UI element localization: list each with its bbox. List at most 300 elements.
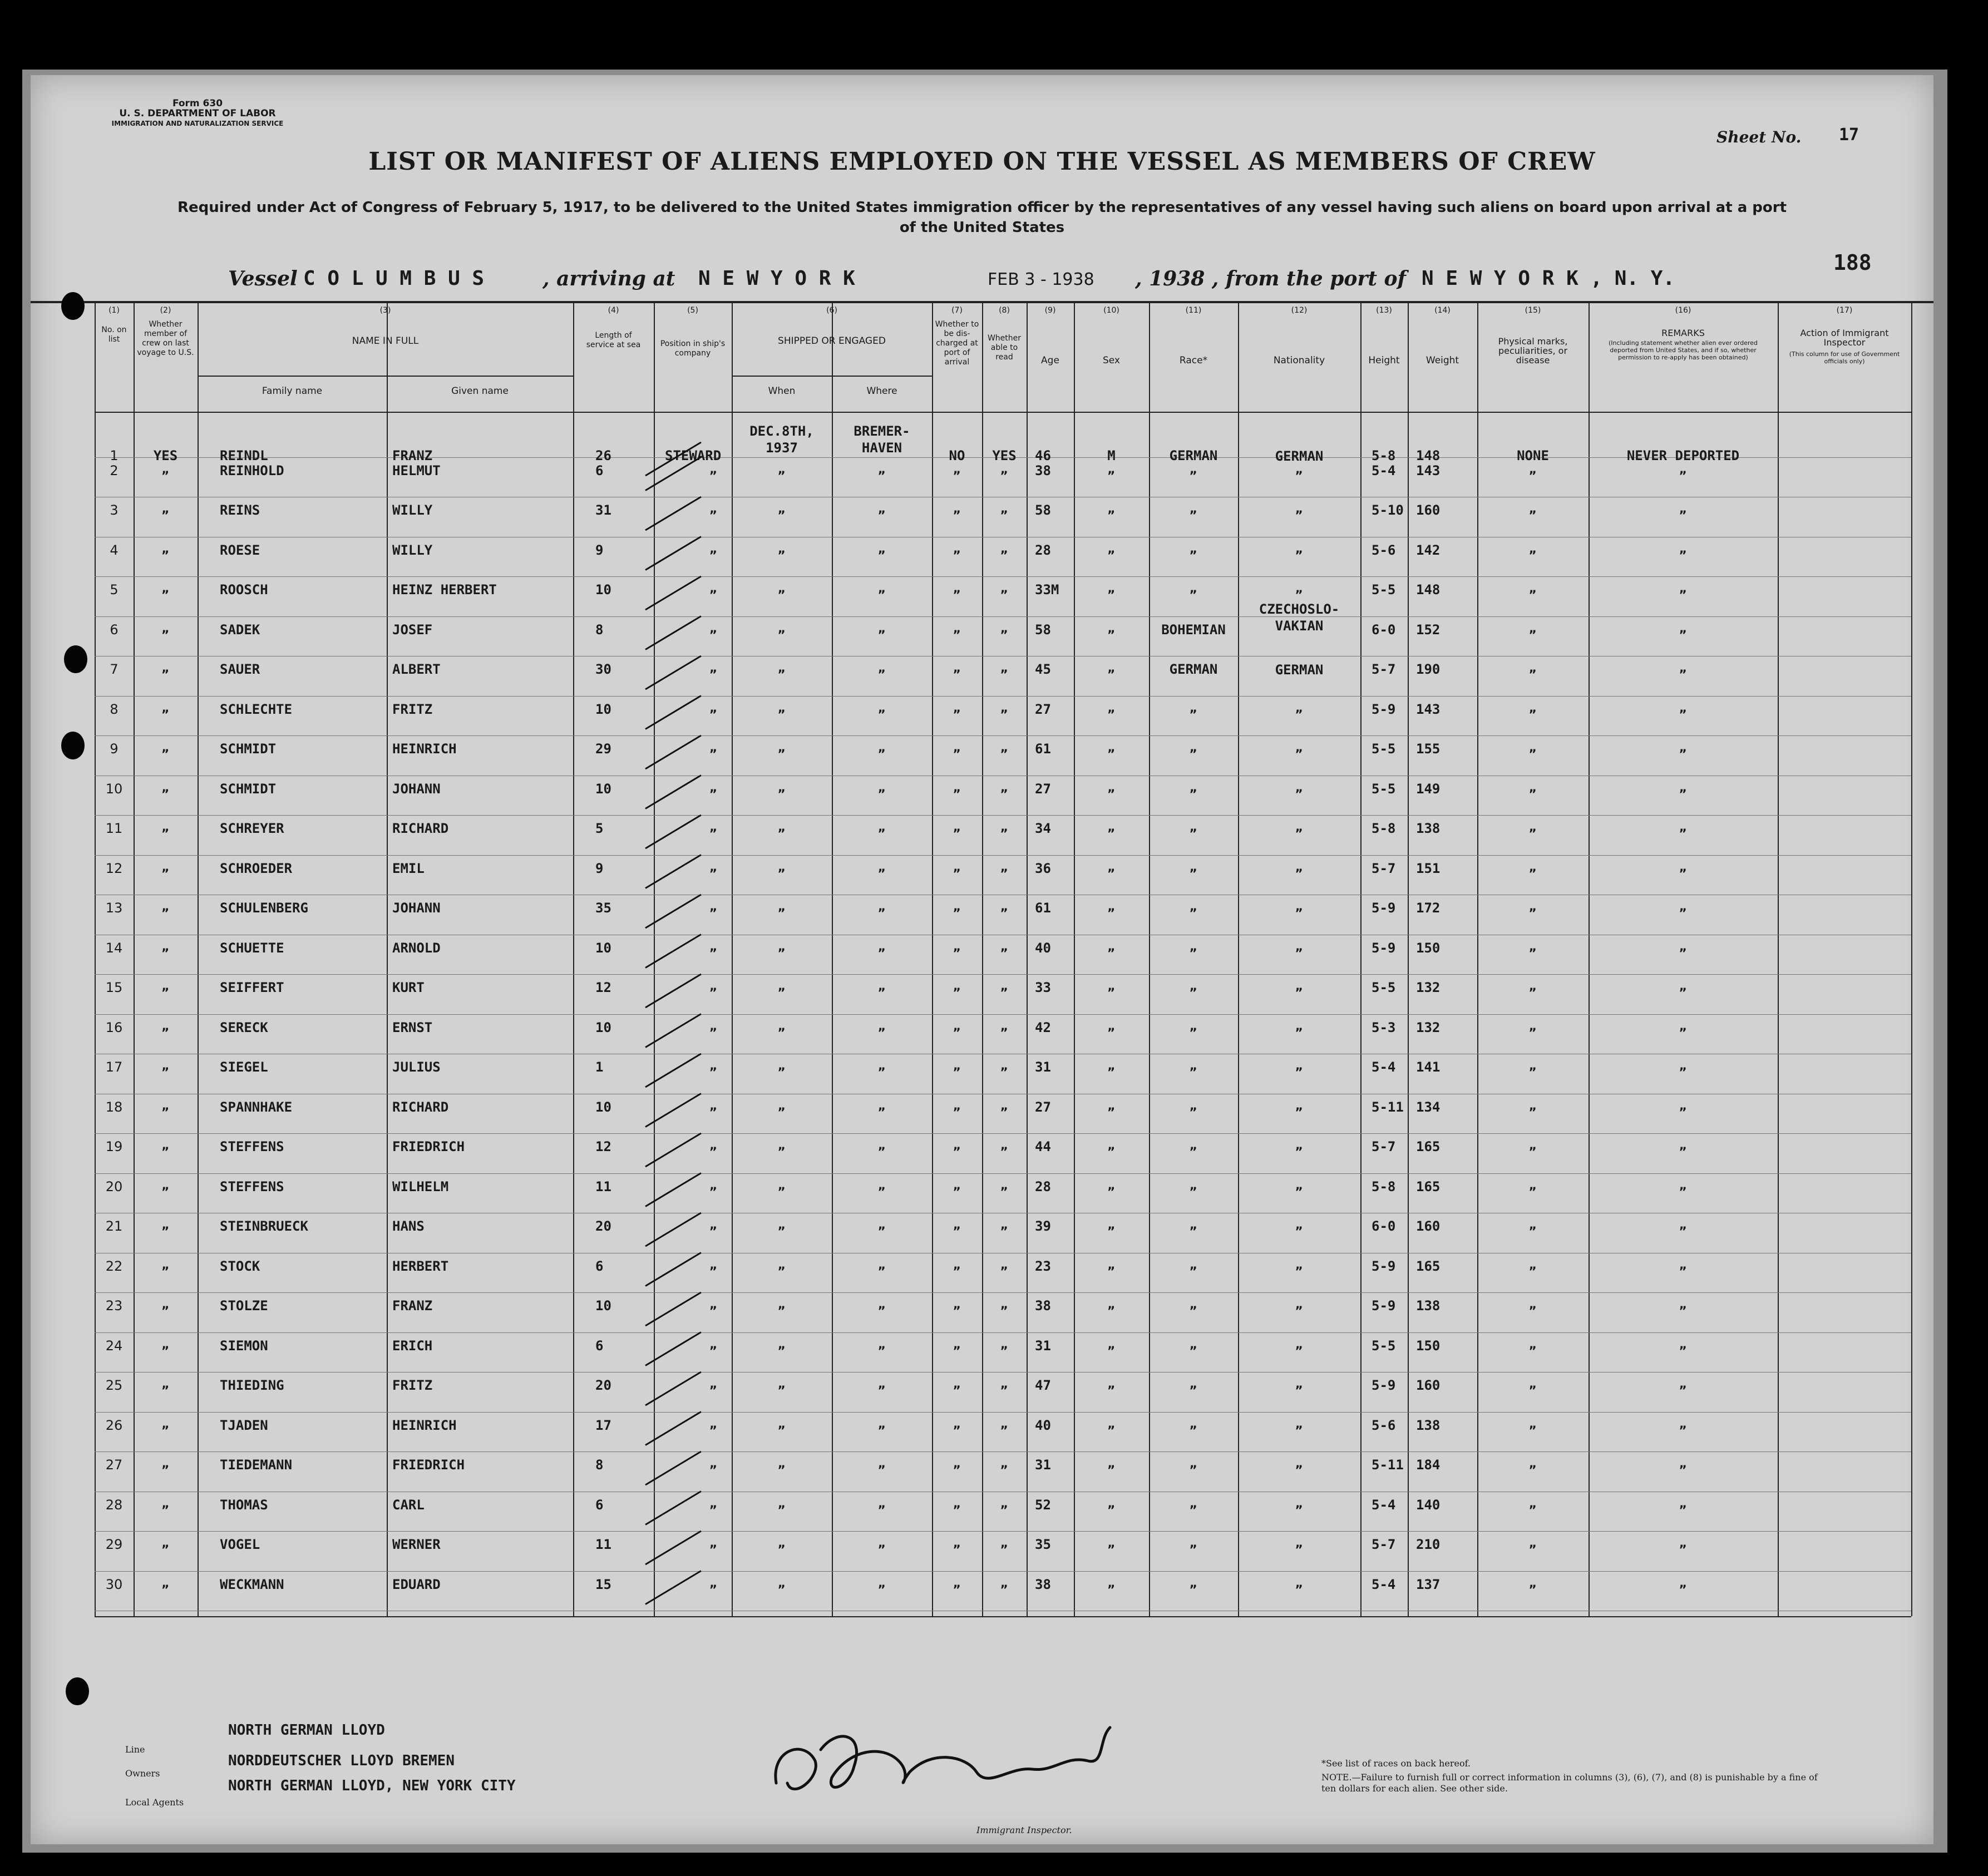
ditto-mark: „ bbox=[1528, 1059, 1537, 1073]
height: 5-9 bbox=[1372, 900, 1396, 916]
ditto-mark: „ bbox=[709, 781, 718, 795]
row-number: 27 bbox=[105, 1457, 123, 1473]
family-name: REINHOLD bbox=[220, 462, 284, 478]
ditto-mark: „ bbox=[877, 1576, 886, 1591]
weight: 138 bbox=[1416, 1298, 1441, 1314]
column-number: (1) bbox=[108, 306, 120, 315]
ditto-mark: „ bbox=[1679, 661, 1688, 675]
ditto-mark: „ bbox=[161, 661, 170, 675]
ditto-mark: „ bbox=[953, 1059, 961, 1073]
column-number: (12) bbox=[1291, 306, 1308, 315]
height: 5-8 bbox=[1372, 448, 1396, 463]
ditto-mark: „ bbox=[1000, 1576, 1009, 1591]
ditto-mark: „ bbox=[1107, 502, 1116, 516]
age: 58 bbox=[1035, 502, 1051, 518]
ditto-mark: „ bbox=[1107, 1576, 1116, 1591]
ditto-mark: „ bbox=[1000, 1417, 1009, 1431]
height: 5-9 bbox=[1372, 1298, 1396, 1314]
ditto-mark: „ bbox=[709, 980, 718, 994]
ditto-mark: „ bbox=[161, 940, 170, 954]
ditto-mark: „ bbox=[777, 1099, 786, 1113]
weight: 155 bbox=[1416, 741, 1441, 757]
ditto-mark: „ bbox=[709, 1258, 718, 1272]
ditto-mark: „ bbox=[1189, 582, 1198, 596]
family-name: STEFFENS bbox=[220, 1139, 284, 1154]
ditto-mark: „ bbox=[709, 462, 718, 477]
ditto-mark: „ bbox=[877, 1298, 886, 1312]
ditto-mark: „ bbox=[1189, 462, 1198, 477]
header-able-read: Whether able to read bbox=[987, 334, 1022, 362]
ditto-mark: „ bbox=[1679, 1378, 1688, 1391]
ditto-mark: „ bbox=[877, 900, 886, 914]
given-name: HANS bbox=[392, 1218, 425, 1234]
ditto-mark: „ bbox=[953, 701, 961, 715]
given-name: RICHARD bbox=[392, 1099, 449, 1115]
ditto-mark: „ bbox=[877, 1537, 886, 1551]
check-stroke bbox=[645, 895, 701, 928]
ditto-mark: „ bbox=[1295, 741, 1304, 755]
height: 5-6 bbox=[1372, 1417, 1396, 1433]
ditto-mark: „ bbox=[709, 661, 718, 675]
check-stroke bbox=[645, 497, 701, 530]
age: 38 bbox=[1035, 462, 1051, 478]
ditto-mark: „ bbox=[1107, 860, 1116, 875]
ditto-mark: „ bbox=[1528, 1497, 1537, 1511]
weight: 148 bbox=[1416, 582, 1441, 598]
weight: 138 bbox=[1416, 821, 1441, 836]
check-strokes bbox=[634, 412, 779, 1627]
ditto-mark: „ bbox=[877, 980, 886, 994]
ditto-mark: „ bbox=[877, 1337, 886, 1352]
header-nationality: Nationality bbox=[1273, 355, 1325, 366]
year-label: , 1938 , from the port of bbox=[1135, 267, 1407, 290]
member-last-voyage: YES bbox=[153, 448, 178, 463]
ditto-mark: „ bbox=[709, 1218, 718, 1232]
ditto-mark: „ bbox=[1107, 462, 1116, 477]
length-of-service: 20 bbox=[595, 1378, 611, 1393]
weight: 134 bbox=[1416, 1099, 1441, 1115]
ditto-mark: „ bbox=[1189, 1337, 1198, 1352]
ditto-mark: „ bbox=[1295, 1178, 1304, 1193]
ditto-mark: „ bbox=[1295, 900, 1304, 914]
ditto-mark: „ bbox=[1189, 1218, 1198, 1232]
age: 35 bbox=[1035, 1537, 1051, 1552]
height: 5-6 bbox=[1372, 542, 1396, 558]
check-stroke bbox=[645, 576, 701, 610]
row-number: 16 bbox=[105, 1019, 123, 1035]
ditto-mark: „ bbox=[953, 661, 961, 675]
ditto-mark: „ bbox=[1679, 502, 1688, 516]
ditto-mark: „ bbox=[877, 1378, 886, 1391]
height: 5-5 bbox=[1372, 980, 1396, 995]
row-number: 10 bbox=[105, 781, 123, 797]
row-number: 3 bbox=[110, 502, 119, 518]
ditto-mark: „ bbox=[877, 1218, 886, 1232]
ditto-mark: „ bbox=[1000, 940, 1009, 954]
ditto-mark: „ bbox=[161, 582, 170, 596]
ditto-mark: „ bbox=[161, 1258, 170, 1272]
ditto-mark: „ bbox=[1000, 860, 1009, 875]
height: 5-11 bbox=[1372, 1099, 1404, 1115]
row-number: 5 bbox=[110, 582, 119, 598]
ditto-mark: „ bbox=[161, 1497, 170, 1511]
ditto-mark: „ bbox=[877, 462, 886, 477]
age: 38 bbox=[1035, 1576, 1051, 1592]
height: 5-9 bbox=[1372, 1378, 1396, 1393]
ditto-mark: „ bbox=[953, 781, 961, 795]
height: 5-7 bbox=[1372, 1139, 1396, 1154]
ditto-mark: „ bbox=[1679, 1417, 1688, 1431]
age: 27 bbox=[1035, 701, 1051, 717]
ditto-mark: „ bbox=[1528, 860, 1537, 875]
column-rule bbox=[573, 303, 574, 1616]
ditto-mark: „ bbox=[1295, 1537, 1304, 1551]
ditto-mark: „ bbox=[953, 1178, 961, 1193]
ditto-mark: „ bbox=[777, 1178, 786, 1193]
height: 5-7 bbox=[1372, 860, 1396, 876]
ditto-mark: „ bbox=[709, 1537, 718, 1551]
inspector-label: Immigrant Inspector. bbox=[976, 1825, 1072, 1835]
ditto-mark: „ bbox=[1189, 900, 1198, 914]
ditto-mark: „ bbox=[1107, 1337, 1116, 1352]
ditto-mark: „ bbox=[877, 661, 886, 675]
ditto-mark: „ bbox=[1295, 1218, 1304, 1232]
ditto-mark: „ bbox=[1528, 1258, 1537, 1272]
ditto-mark: „ bbox=[1189, 1537, 1198, 1551]
ditto-mark: „ bbox=[709, 502, 718, 516]
ditto-mark: „ bbox=[1295, 1099, 1304, 1113]
ditto-mark: „ bbox=[777, 542, 786, 556]
ditto-mark: „ bbox=[1107, 1497, 1116, 1511]
ditto-mark: „ bbox=[1295, 1337, 1304, 1352]
weight: 149 bbox=[1416, 781, 1441, 797]
check-stroke bbox=[645, 735, 701, 769]
check-stroke bbox=[645, 656, 701, 689]
check-stroke bbox=[645, 1571, 701, 1605]
ditto-mark: „ bbox=[953, 582, 961, 596]
ditto-mark: „ bbox=[1679, 860, 1688, 875]
ditto-mark: „ bbox=[777, 1139, 786, 1153]
position: STEWARD bbox=[665, 448, 722, 463]
check-stroke bbox=[645, 442, 701, 476]
length-of-service: 35 bbox=[595, 900, 611, 916]
page-title: LIST OR MANIFEST OF ALIENS EMPLOYED ON THE VESSEL AS MEMBERS OF CREW bbox=[368, 147, 1596, 176]
ditto-mark: „ bbox=[1107, 701, 1116, 715]
ditto-mark: „ bbox=[777, 860, 786, 875]
given-name: WILLY bbox=[392, 542, 433, 558]
ditto-mark: „ bbox=[953, 900, 961, 914]
ditto-mark: „ bbox=[953, 1576, 961, 1591]
weight: 140 bbox=[1416, 1497, 1441, 1513]
ditto-mark: „ bbox=[953, 1099, 961, 1113]
ditto-mark: „ bbox=[1189, 940, 1198, 954]
ditto-mark: „ bbox=[1107, 980, 1116, 994]
nationality: GERMAN bbox=[1275, 448, 1324, 464]
length-of-service: 8 bbox=[595, 621, 604, 638]
height: 5-7 bbox=[1372, 1537, 1396, 1552]
header-member-last-voyage: Whether member of crew on last voyage to U.S. bbox=[137, 320, 194, 357]
row-rule bbox=[95, 1571, 1911, 1572]
family-name: SCHULENBERG bbox=[220, 900, 308, 916]
row-rule bbox=[95, 1173, 1911, 1174]
age: 23 bbox=[1035, 1258, 1051, 1274]
header-given-name: Given name bbox=[451, 386, 509, 397]
ditto-mark: „ bbox=[1000, 741, 1009, 755]
ditto-mark: „ bbox=[1679, 621, 1688, 636]
ditto-mark: „ bbox=[1107, 940, 1116, 954]
races-note: *See list of races on back hereof. bbox=[1321, 1758, 1471, 1769]
ditto-mark: „ bbox=[709, 542, 718, 556]
family-name: SCHREYER bbox=[220, 821, 284, 836]
given-name: ERICH bbox=[392, 1337, 433, 1354]
ditto-mark: „ bbox=[1000, 1139, 1009, 1153]
ditto-mark: „ bbox=[1000, 1298, 1009, 1312]
ditto-mark: „ bbox=[777, 1417, 786, 1431]
family-name: STOLZE bbox=[220, 1298, 268, 1314]
ditto-mark: „ bbox=[877, 1059, 886, 1073]
ditto-mark: „ bbox=[1107, 1417, 1116, 1431]
ditto-mark: „ bbox=[1528, 900, 1537, 914]
ditto-mark: „ bbox=[1189, 1457, 1198, 1471]
given-name: CARL bbox=[392, 1497, 425, 1513]
age: 38 bbox=[1035, 1298, 1051, 1314]
ditto-mark: „ bbox=[953, 1139, 961, 1153]
race: BOHEMIAN bbox=[1161, 621, 1226, 638]
column-number: (3) bbox=[379, 306, 391, 315]
punch-hole bbox=[61, 732, 85, 759]
ditto-mark: „ bbox=[1189, 1258, 1198, 1272]
ditto-mark: „ bbox=[1679, 1099, 1688, 1113]
ditto-mark: „ bbox=[953, 1337, 961, 1352]
height: 5-10 bbox=[1372, 502, 1404, 518]
ditto-mark: „ bbox=[1000, 781, 1009, 795]
check-stroke bbox=[645, 1173, 701, 1207]
ditto-mark: „ bbox=[877, 781, 886, 795]
row-rule bbox=[95, 1332, 1911, 1333]
ditto-mark: „ bbox=[1295, 542, 1304, 556]
row-rule bbox=[95, 815, 1911, 816]
ditto-mark: „ bbox=[953, 980, 961, 994]
height: 5-3 bbox=[1372, 1019, 1396, 1035]
header-no-on-list: No. on list bbox=[101, 325, 127, 344]
ditto-mark: „ bbox=[777, 502, 786, 516]
ditto-mark: „ bbox=[161, 701, 170, 715]
given-name: HELMUT bbox=[392, 462, 441, 478]
row-number: 11 bbox=[105, 821, 123, 836]
ditto-mark: „ bbox=[777, 621, 786, 636]
ditto-mark: „ bbox=[1295, 1457, 1304, 1471]
family-name: THOMAS bbox=[220, 1497, 268, 1513]
race: GERMAN bbox=[1169, 661, 1218, 677]
ditto-mark: „ bbox=[877, 582, 886, 596]
ditto-mark: „ bbox=[1679, 1059, 1688, 1073]
ditto-mark: „ bbox=[777, 980, 786, 994]
height: 5-7 bbox=[1372, 661, 1396, 677]
page-subtitle: Required under Act of Congress of February 5, 1917, to be delivered to the United States immigration officer by the representatives of any vessel having such aliens on board upon arrival at a port of the United States bbox=[177, 199, 1787, 236]
ditto-mark: „ bbox=[1679, 701, 1688, 715]
weight: 160 bbox=[1416, 1218, 1441, 1234]
ditto-mark: „ bbox=[877, 701, 886, 715]
ditto-mark: „ bbox=[161, 980, 170, 994]
column-rule bbox=[1027, 303, 1028, 1616]
check-stroke bbox=[645, 457, 701, 491]
header-shipped-engaged: SHIPPED OR ENGAGED bbox=[778, 335, 886, 347]
service: IMMIGRATION AND NATURALIZATION SERVICE bbox=[111, 120, 284, 127]
age: 27 bbox=[1035, 1099, 1051, 1115]
row-number: 9 bbox=[110, 741, 119, 757]
ditto-mark: „ bbox=[953, 1457, 961, 1471]
check-stroke bbox=[645, 1452, 701, 1485]
ditto-mark: „ bbox=[1528, 621, 1537, 636]
ditto-mark: „ bbox=[1528, 502, 1537, 516]
ditto-mark: „ bbox=[1189, 741, 1198, 755]
ditto-mark: „ bbox=[1528, 940, 1537, 954]
weight: 165 bbox=[1416, 1258, 1441, 1274]
ditto-mark: „ bbox=[877, 542, 886, 556]
age: 40 bbox=[1035, 1417, 1051, 1433]
header-family-name: Family name bbox=[262, 386, 323, 397]
ditto-mark: „ bbox=[1189, 1576, 1198, 1591]
ditto-mark: „ bbox=[161, 1059, 170, 1073]
ditto-mark: „ bbox=[161, 621, 170, 636]
given-name: FRANZ bbox=[392, 1298, 433, 1314]
line-value: NORTH GERMAN LLOYD bbox=[228, 1722, 385, 1739]
ditto-mark: „ bbox=[877, 1139, 886, 1153]
header-height: Height bbox=[1368, 355, 1400, 366]
ditto-mark: „ bbox=[777, 1258, 786, 1272]
ditto-mark: „ bbox=[1295, 1258, 1304, 1272]
ditto-mark: „ bbox=[1528, 980, 1537, 994]
check-stroke bbox=[645, 1213, 701, 1246]
weight: 143 bbox=[1416, 462, 1441, 478]
ditto-mark: „ bbox=[1679, 1337, 1688, 1352]
length-of-service: 12 bbox=[595, 1139, 611, 1154]
height: 5-4 bbox=[1372, 1059, 1396, 1075]
owners-label: Owners bbox=[125, 1768, 160, 1779]
ditto-mark: „ bbox=[1528, 1457, 1537, 1471]
age: 44 bbox=[1035, 1139, 1051, 1154]
ditto-mark: „ bbox=[877, 821, 886, 835]
ditto-mark: „ bbox=[1679, 1497, 1688, 1511]
height: 5-5 bbox=[1372, 741, 1396, 757]
weight: 132 bbox=[1416, 980, 1441, 995]
ditto-mark: „ bbox=[777, 1497, 786, 1511]
ditto-mark: „ bbox=[1528, 1178, 1537, 1193]
family-name: STEINBRUECK bbox=[220, 1218, 308, 1234]
check-stroke bbox=[645, 1412, 701, 1445]
ditto-mark: „ bbox=[1000, 542, 1009, 556]
ditto-mark: „ bbox=[709, 1497, 718, 1511]
row-number: 13 bbox=[105, 900, 123, 916]
ditto-mark: „ bbox=[1189, 781, 1198, 795]
family-name: TJADEN bbox=[220, 1417, 268, 1433]
ditto-mark: „ bbox=[953, 1218, 961, 1232]
name-subheader-rule bbox=[198, 376, 573, 377]
row-number: 22 bbox=[105, 1258, 123, 1274]
column-number: (9) bbox=[1044, 306, 1056, 315]
ditto-mark: „ bbox=[1295, 860, 1304, 875]
ditto-mark: „ bbox=[777, 1537, 786, 1551]
ditto-mark: „ bbox=[161, 860, 170, 875]
check-stroke bbox=[645, 1531, 701, 1564]
row-number: 24 bbox=[105, 1337, 123, 1354]
ditto-mark: „ bbox=[1107, 1178, 1116, 1193]
row-rule bbox=[95, 1133, 1911, 1134]
given-name: WERNER bbox=[392, 1537, 441, 1552]
ditto-mark: „ bbox=[1000, 1497, 1009, 1511]
arriving-port: N E W Y O R K bbox=[698, 267, 855, 290]
ditto-mark: „ bbox=[777, 661, 786, 675]
given-name: WILLY bbox=[392, 502, 433, 518]
ditto-mark: „ bbox=[1295, 1417, 1304, 1431]
column-number: (15) bbox=[1525, 306, 1541, 315]
check-stroke bbox=[645, 1332, 701, 1366]
manifest-sheet bbox=[31, 75, 1933, 1844]
family-name: SCHUETTE bbox=[220, 940, 284, 956]
age: 58 bbox=[1035, 621, 1051, 638]
from-port: N E W Y O R K , N. Y. bbox=[1422, 267, 1675, 290]
ditto-mark: „ bbox=[709, 1019, 718, 1034]
row-rule bbox=[95, 1014, 1911, 1015]
given-name: EMIL bbox=[392, 860, 425, 876]
row-number: 25 bbox=[105, 1378, 123, 1393]
ditto-mark: „ bbox=[877, 1019, 886, 1034]
ditto-mark: „ bbox=[1528, 1019, 1537, 1034]
ditto-mark: „ bbox=[709, 940, 718, 954]
ditto-mark: „ bbox=[1679, 980, 1688, 994]
column-rule bbox=[387, 303, 388, 1616]
age: 34 bbox=[1035, 821, 1051, 836]
ditto-mark: „ bbox=[1528, 741, 1537, 755]
family-name: SIEGEL bbox=[220, 1059, 268, 1075]
height: 5-9 bbox=[1372, 1258, 1396, 1274]
header-action: Action of Immigrant Inspector bbox=[1800, 328, 1889, 348]
length-of-service: 8 bbox=[595, 1457, 604, 1473]
row-rule bbox=[95, 1292, 1911, 1293]
ditto-mark: „ bbox=[1189, 542, 1198, 556]
ditto-mark: „ bbox=[709, 1576, 718, 1591]
row-number: 28 bbox=[105, 1497, 123, 1513]
column-rule bbox=[1408, 303, 1409, 1616]
ditto-mark: „ bbox=[1189, 1378, 1198, 1391]
check-stroke bbox=[645, 1014, 701, 1048]
row-rule bbox=[95, 855, 1911, 856]
ditto-mark: „ bbox=[1679, 1178, 1688, 1193]
length-of-service: 10 bbox=[595, 582, 611, 598]
inspector-signature bbox=[754, 1716, 1155, 1816]
form-header bbox=[111, 98, 284, 129]
weight: 165 bbox=[1416, 1178, 1441, 1194]
ditto-mark: „ bbox=[777, 462, 786, 477]
column-number: (11) bbox=[1185, 306, 1202, 315]
check-stroke bbox=[645, 1372, 701, 1405]
ditto-mark: „ bbox=[1295, 940, 1304, 954]
header-length-service: Length of service at sea bbox=[586, 331, 641, 349]
header-discharged: Whether to be dis-charged at port of arrival bbox=[935, 320, 979, 367]
ditto-mark: „ bbox=[709, 900, 718, 914]
punch-hole bbox=[66, 1677, 89, 1705]
ditto-mark: „ bbox=[877, 860, 886, 875]
ditto-mark: „ bbox=[777, 1337, 786, 1352]
ditto-mark: „ bbox=[1528, 701, 1537, 715]
height: 6-0 bbox=[1372, 1218, 1396, 1234]
ditto-mark: „ bbox=[1528, 1417, 1537, 1431]
ditto-mark: „ bbox=[1528, 1576, 1537, 1591]
row-number: 2 bbox=[110, 462, 119, 478]
ditto-mark: „ bbox=[953, 860, 961, 875]
ditto-mark: „ bbox=[1679, 582, 1688, 596]
ditto-mark: „ bbox=[1679, 462, 1688, 477]
